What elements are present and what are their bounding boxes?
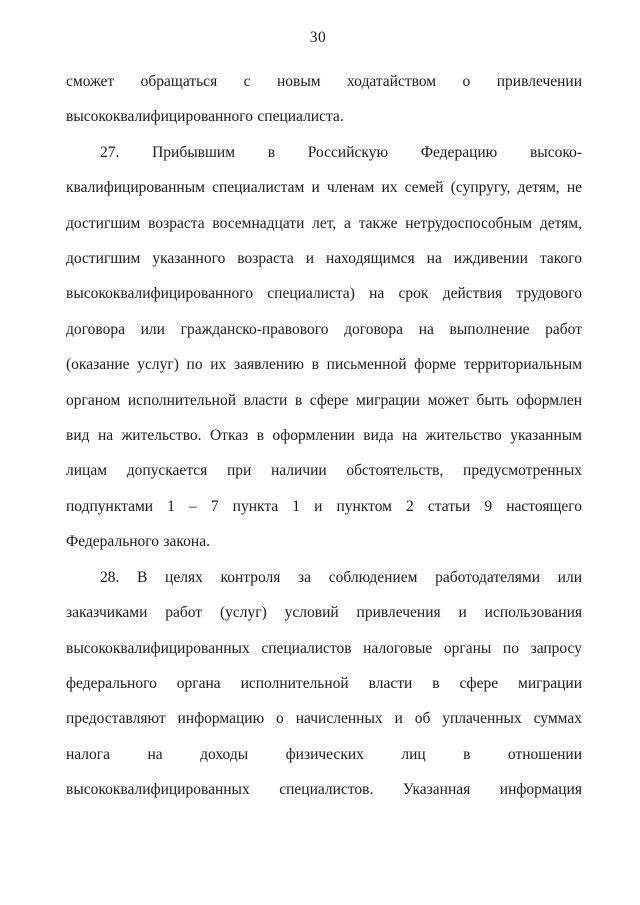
text-line: Федерального закона. [66, 533, 210, 551]
text-line: вид на жительство. Отказ в оформлении вида на жительство указанным [66, 427, 582, 445]
text-line: высококвалифицированного специалиста) на срок действия трудового [66, 285, 582, 303]
text-line: квалифицированным специалистам и членам их семей (супругу, детям, не [66, 179, 582, 197]
text-line: налога на доходы физических лиц в отношении [66, 745, 582, 763]
page-number: 30 [309, 29, 327, 46]
text-line: предоставляют информацию о начисленных и об уплаченных суммах [66, 710, 582, 728]
text-line: федерального органа исполнительной власти в сфере миграции [66, 674, 582, 692]
text-line: подпунктами 1 – 7 пункта 1 и пунктом 2 статьи 9 настоящего [66, 497, 582, 515]
text-line: достигшим возраста восемнадцати лет, а также нетрудоспособным детям, [66, 214, 582, 232]
text-line: заказчиками работ (услуг) условий привлечения и использования [66, 604, 582, 622]
text-line: лицам допускается при наличии обстоятельств, предусмотренных [66, 462, 582, 480]
text-line: органом исполнительной власти в сфере миграции может быть оформлен [66, 391, 582, 409]
document-text [66, 64, 582, 808]
text-line: высококвалифицированного специалиста. [66, 108, 344, 126]
text-line: 28. В целях контроля за соблюдением работодателями или [100, 568, 582, 586]
text-line: договора или гражданско-правового договора на выполнение работ [66, 320, 582, 338]
text-line: (оказание услуг) по их заявлению в письменной форме территориальным [66, 356, 582, 374]
text-line: высококвалифицированных специалистов. Указанная информация [66, 781, 582, 799]
text-line: высококвалифицированных специалистов налоговые органы по запросу [66, 639, 582, 657]
text-line: сможет обращаться с новым ходатайством о привлечении [66, 73, 582, 90]
text-line: 27. Прибывшим в Российскую Федерацию высоко- [100, 143, 582, 161]
text-line: достигшим указанного возраста и находящимся на иждивении такого [66, 250, 582, 268]
